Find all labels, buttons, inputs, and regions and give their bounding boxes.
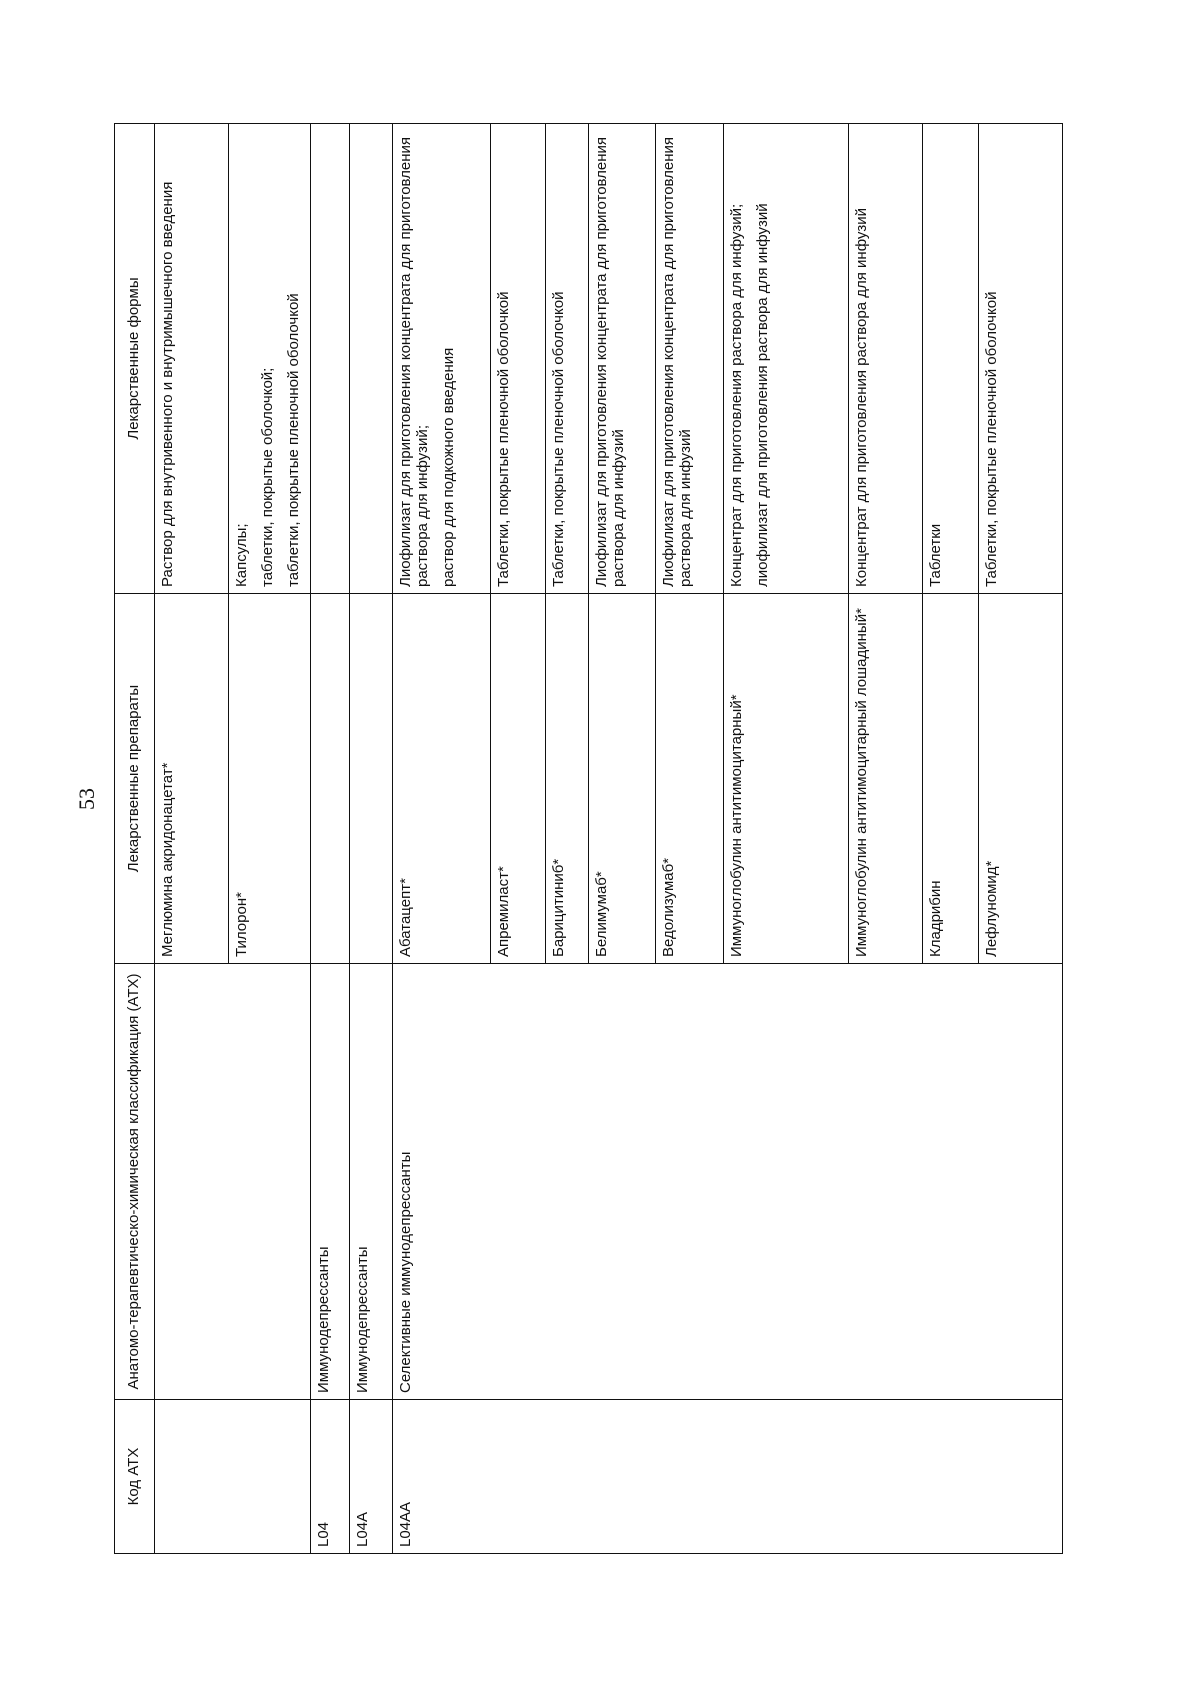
code-cell: L04	[311, 1400, 350, 1554]
form-line: Лиофилизат для приготовления концентрата для приготовления раствора для инфузий	[593, 136, 627, 587]
drug-cell: Иммуноглобулин антитимоцитарный лошадиный*	[849, 594, 923, 964]
forms-cell	[350, 124, 393, 594]
code-cell: L04AA	[393, 1400, 1063, 1554]
form-line: раствор для подкожного введения	[439, 347, 457, 587]
drug-cell: Лефлуномид*	[979, 594, 1063, 964]
drug-cell: Абатацепт*	[393, 594, 491, 964]
form-line: Лиофилизат для приготовления концентрата для приготовления раствора для инфузий	[660, 136, 694, 587]
header-code: Код АТХ	[115, 1400, 155, 1554]
forms-cell	[849, 124, 923, 594]
code-cell	[155, 1400, 311, 1554]
forms-cell	[979, 124, 1063, 594]
drug-cell: Белимумаб*	[589, 594, 656, 964]
forms-cell	[656, 124, 724, 594]
drug-cell: Иммуноглобулин антитимоцитарный*	[724, 594, 849, 964]
drug-table	[114, 123, 1063, 1554]
forms-cell	[546, 124, 589, 594]
forms-cell	[311, 124, 350, 594]
form-line: Концентрат для приготовления раствора для инфузий;	[728, 203, 745, 587]
form-line: Раствор для внутривенного и внутримышечного введения	[159, 181, 176, 587]
form-line: Лиофилизат для приготовления концентрата для приготовления раствора для инфузий;	[397, 136, 431, 587]
header-drugs: Лекарственные препараты	[115, 594, 155, 964]
table-row	[350, 124, 393, 1554]
drug-cell	[350, 594, 393, 964]
form-line: Концентрат для приготовления раствора для инфузий	[853, 208, 870, 587]
drug-cell: Ведолизумаб*	[656, 594, 724, 964]
form-line: Таблетки, покрытые пленочной оболочкой	[983, 291, 1000, 587]
table-row	[155, 124, 229, 1554]
atc-cell: Селективные иммунодепрессанты	[393, 964, 1063, 1400]
atc-cell: Иммунодепрессанты	[350, 964, 393, 1400]
form-line: Капсулы;	[233, 523, 250, 587]
header-row	[115, 124, 155, 1554]
drug-cell: Меглюмина акридонацетат*	[155, 594, 229, 964]
atc-cell	[155, 964, 311, 1400]
drug-cell: Кладрибин	[923, 594, 979, 964]
drug-cell	[311, 594, 350, 964]
form-line: Таблетки, покрытые пленочной оболочкой	[495, 291, 512, 587]
drug-cell: Барицитиниб*	[546, 594, 589, 964]
atc-cell: Иммунодепрессанты	[311, 964, 350, 1400]
drug-cell: Тилорон*	[229, 594, 311, 964]
forms-cell	[724, 124, 849, 594]
form-line: Таблетки, покрытые пленочной оболочкой	[550, 291, 567, 587]
form-line: Таблетки	[927, 523, 944, 587]
header-atc: Анатомо-терапевтическо-химическая классификация (АТХ)	[115, 964, 155, 1400]
table-row	[393, 124, 491, 1554]
rotated-table-wrapper	[114, 124, 1062, 1554]
form-line: таблетки, покрытые оболочкой;	[258, 367, 276, 587]
table-row	[311, 124, 350, 1554]
forms-cell	[229, 124, 311, 594]
forms-cell	[155, 124, 229, 594]
forms-cell	[923, 124, 979, 594]
forms-cell	[393, 124, 491, 594]
form-line: таблетки, покрытые пленочной оболочкой	[284, 293, 302, 587]
form-line: лиофилизат для приготовления раствора для инфузий	[753, 203, 771, 587]
page-number: 53	[74, 788, 99, 810]
code-cell: L04A	[350, 1400, 393, 1554]
forms-cell	[491, 124, 546, 594]
header-forms: Лекарственные формы	[115, 124, 155, 594]
drug-cell: Апремиласт*	[491, 594, 546, 964]
forms-cell	[589, 124, 656, 594]
